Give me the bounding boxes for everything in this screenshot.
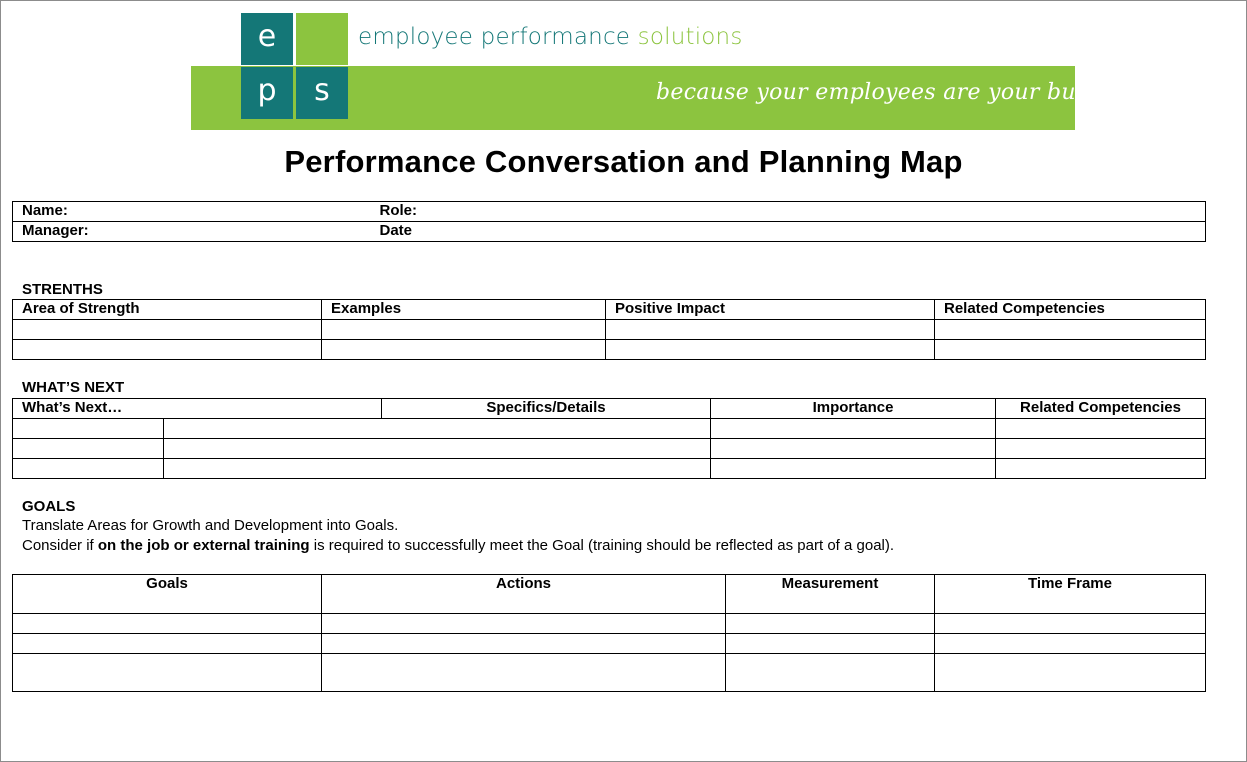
table-cell[interactable]: [13, 459, 164, 479]
brand-tagline: because your employees are your business: [656, 80, 1146, 105]
table-row: [13, 439, 1206, 459]
col-whats-next: What’s Next…: [13, 399, 382, 419]
name-label[interactable]: Name:: [13, 202, 371, 222]
table-cell[interactable]: [164, 459, 711, 479]
page-title: Performance Conversation and Planning Map: [284, 144, 963, 179]
table-cell[interactable]: [996, 419, 1206, 439]
strengths-table: [12, 299, 1206, 360]
date-label[interactable]: Date: [371, 222, 1206, 242]
table-row: [13, 419, 1206, 439]
eps-logo: [241, 13, 350, 119]
goals-instruction-line2: [22, 536, 894, 556]
goals-instruction-line1: Translate Areas for Growth and Development into Goals.: [22, 517, 399, 534]
table-cell[interactable]: [322, 634, 726, 654]
employee-info-table: [12, 201, 1206, 242]
table-row: [13, 614, 1206, 634]
logo-tile-blank: [296, 13, 348, 65]
whats-next-body-table: [12, 418, 1206, 479]
col-examples: Examples: [322, 300, 606, 320]
line2-suffix: is required to successfully meet the Goal (training should be reflected as part of a goal).: [309, 537, 895, 554]
strengths-heading: STRENTHS: [22, 281, 103, 298]
table-row: [13, 634, 1206, 654]
manager-label[interactable]: Manager:: [13, 222, 371, 242]
table-cell[interactable]: [164, 419, 711, 439]
table-cell[interactable]: [13, 614, 322, 634]
table-cell[interactable]: [606, 340, 935, 360]
table-cell[interactable]: [935, 320, 1206, 340]
goals-instructions: [22, 516, 894, 556]
line2-bold: on the job or external training: [97, 537, 310, 554]
whats-next-heading: WHAT’S NEXT: [22, 379, 125, 396]
table-cell[interactable]: [711, 439, 996, 459]
col-related-competencies: Related Competencies: [935, 300, 1206, 320]
info-row: [13, 202, 1206, 222]
table-cell[interactable]: [322, 340, 606, 360]
col-time-frame: Time Frame: [935, 575, 1206, 614]
col-goals: Goals: [13, 575, 322, 614]
col-importance: Importance: [711, 399, 996, 419]
table-cell[interactable]: [13, 340, 322, 360]
table-row: [13, 654, 1206, 692]
brand-name: [358, 24, 743, 50]
col-specifics-details: Specifics/Details: [382, 399, 711, 419]
table-row: [13, 340, 1206, 360]
table-cell[interactable]: [322, 654, 726, 692]
table-cell[interactable]: [711, 459, 996, 479]
col-area-of-strength: Area of Strength: [13, 300, 322, 320]
table-cell[interactable]: [606, 320, 935, 340]
table-cell[interactable]: [935, 614, 1206, 634]
table-cell[interactable]: [996, 439, 1206, 459]
table-cell[interactable]: [322, 614, 726, 634]
table-cell[interactable]: [996, 459, 1206, 479]
goals-heading: GOALS: [22, 498, 76, 515]
col-positive-impact: Positive Impact: [606, 300, 935, 320]
col-measurement: Measurement: [726, 575, 935, 614]
logo-tile-s: s: [296, 67, 348, 119]
table-row: [13, 459, 1206, 479]
table-cell[interactable]: [726, 634, 935, 654]
goals-table: [12, 574, 1206, 692]
table-cell[interactable]: [726, 614, 935, 634]
role-label[interactable]: Role:: [371, 202, 1206, 222]
whats-next-header-table: [12, 398, 1206, 419]
table-cell[interactable]: [13, 419, 164, 439]
table-cell[interactable]: [935, 654, 1206, 692]
info-row: [13, 222, 1206, 242]
table-cell[interactable]: [13, 320, 322, 340]
table-cell[interactable]: [164, 439, 711, 459]
table-cell[interactable]: [322, 320, 606, 340]
logo-tile-p: p: [241, 67, 293, 119]
table-cell[interactable]: [711, 419, 996, 439]
brand-name-part1: employee performance: [358, 24, 631, 50]
table-header-row: [13, 575, 1206, 614]
table-cell[interactable]: [13, 439, 164, 459]
table-cell[interactable]: [13, 654, 322, 692]
logo-tile-e: e: [241, 13, 293, 65]
line2-prefix: Consider if: [22, 537, 98, 554]
table-header-row: [13, 399, 1206, 419]
table-row: [13, 320, 1206, 340]
brand-name-part2: solutions: [637, 24, 743, 50]
col-actions: Actions: [322, 575, 726, 614]
table-cell[interactable]: [726, 654, 935, 692]
table-cell[interactable]: [935, 340, 1206, 360]
table-cell[interactable]: [935, 634, 1206, 654]
table-header-row: [13, 300, 1206, 320]
col-related-competencies: Related Competencies: [996, 399, 1206, 419]
table-cell[interactable]: [13, 634, 322, 654]
